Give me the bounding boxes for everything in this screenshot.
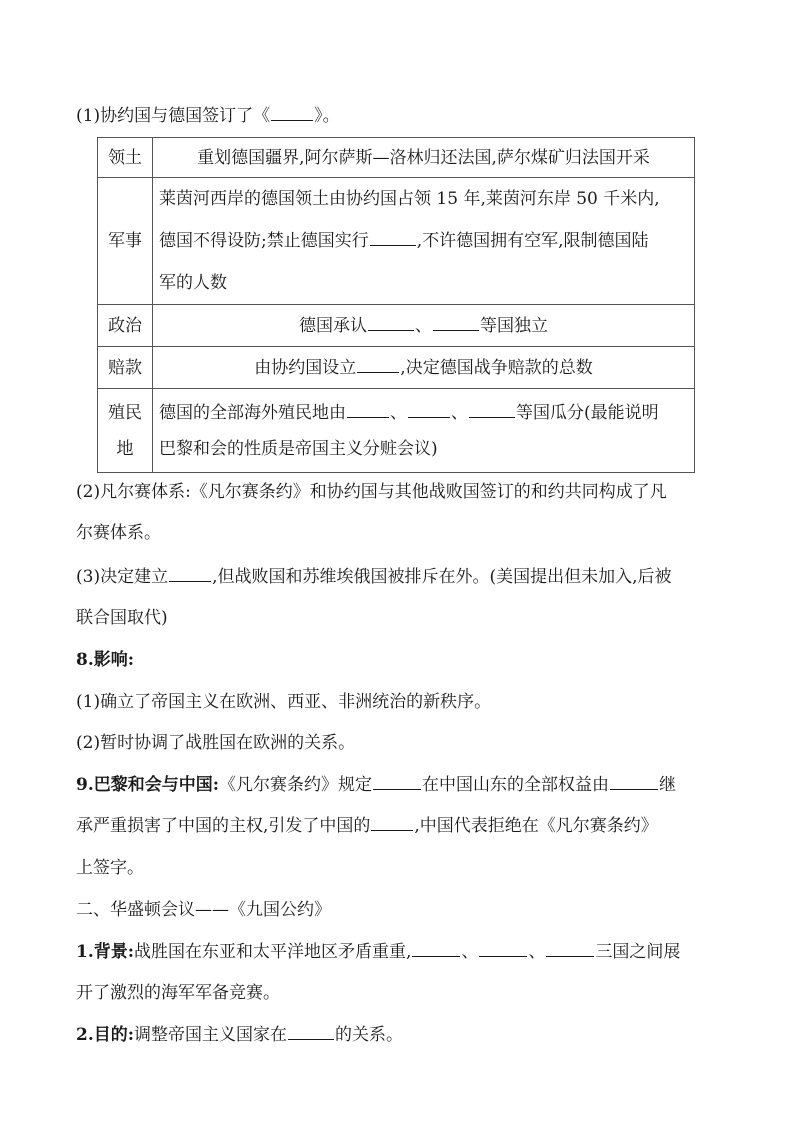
military-line-2: 德国不得设防;禁止德国实行 ,不许德国拥有空军,限制德国陆	[159, 231, 649, 251]
treaty-terms-table	[97, 137, 695, 473]
military-line-1: 莱茵河西岸的德国领土由协约国占领 15 年,莱茵河东岸 50 千米内,	[159, 189, 660, 209]
colony-line-1: 德国的全部海外殖民地由 、 、 等国瓜分(最能说明	[159, 402, 659, 423]
league-blank[interactable]	[169, 565, 211, 582]
category-cell: 殖民 地	[98, 389, 153, 473]
table-row	[98, 178, 695, 305]
reparations-blank[interactable]	[357, 356, 399, 373]
goal-line: 2.目的:调整帝国主义国家在 的关系。	[76, 1025, 404, 1045]
colony-blank-2[interactable]	[408, 401, 450, 418]
content-cell	[153, 178, 695, 305]
section-9-line-1: 9.巴黎和会与中国:《凡尔赛条约》规定 在中国山东的全部权益由 继	[76, 775, 677, 795]
content-cell: 德国承认 、 等国独立	[153, 305, 695, 347]
colony-blank-1[interactable]	[347, 401, 389, 418]
colony-blank-3[interactable]	[469, 401, 515, 418]
independence-blank-1[interactable]	[368, 314, 414, 331]
intro-line	[76, 104, 726, 128]
table-row	[98, 347, 695, 389]
content-cell: 重划德国疆界,阿尔萨斯—洛林归还法国,萨尔煤矿归法国开采	[153, 138, 695, 178]
background-line-1: 1.背景:战胜国在东亚和太平洋地区矛盾重重, 、 、 三国之间展	[76, 942, 681, 962]
category-cell: 政治	[98, 305, 153, 347]
content-cell: 由协约国设立 ,决定德国战争赔款的总数	[153, 347, 695, 389]
country-blank-3[interactable]	[546, 940, 594, 957]
conscription-blank[interactable]	[370, 229, 416, 246]
shandong-blank-2[interactable]	[610, 773, 658, 790]
goal-heading: 2.目的:	[76, 1025, 135, 1045]
movement-blank[interactable]	[371, 814, 413, 831]
treaty-blank[interactable]	[271, 104, 313, 121]
table-row	[98, 138, 695, 178]
region-blank[interactable]	[288, 1023, 334, 1040]
military-line-3: 军的人数	[159, 273, 227, 293]
versailles-system-line-2: 尔赛体系。	[76, 523, 161, 543]
influence-item-1: (1)确立了帝国主义在欧洲、西亚、非洲统治的新秩序。	[76, 692, 492, 712]
intro-suffix: 》。	[314, 106, 340, 126]
section-9-line-3: 上签字。	[76, 858, 144, 878]
country-blank-1[interactable]	[412, 940, 460, 957]
background-heading: 1.背景:	[76, 942, 135, 962]
intro-prefix: (1)协约国与德国签订了《	[76, 106, 271, 126]
league-line-2: 联合国取代)	[76, 608, 168, 628]
category-cell: 领土	[98, 138, 153, 178]
section-8-heading: 8.影响:	[76, 650, 135, 670]
versailles-system-line-1: (2)凡尔赛体系:《凡尔赛条约》和协约国与其他战败国签订的和约共同构成了凡	[76, 482, 667, 502]
category-cell: 赔款	[98, 347, 153, 389]
colony-line-2: 巴黎和会的性质是帝国主义分赃会议)	[159, 438, 438, 459]
section-9-heading: 9.巴黎和会与中国:	[76, 775, 220, 795]
table-row	[98, 389, 695, 473]
league-line-1: (3)决定建立 ,但战败国和苏维埃俄国被排斥在外。(美国提出但未加入,后被	[76, 567, 672, 587]
influence-item-2: (2)暂时协调了战胜国在欧洲的关系。	[76, 733, 356, 753]
shandong-blank-1[interactable]	[373, 773, 421, 790]
section-9-line-2: 承严重损害了中国的主权,引发了中国的 ,中国代表拒绝在《凡尔赛条约》	[76, 816, 658, 836]
country-blank-2[interactable]	[479, 940, 527, 957]
part-2-title: 二、华盛顿会议——《九国公约》	[76, 900, 331, 920]
table-row	[98, 305, 695, 347]
independence-blank-2[interactable]	[433, 314, 479, 331]
content-cell	[153, 389, 695, 473]
category-cell: 军事	[98, 178, 153, 305]
background-line-2: 开了激烈的海军军备竞赛。	[76, 983, 280, 1003]
